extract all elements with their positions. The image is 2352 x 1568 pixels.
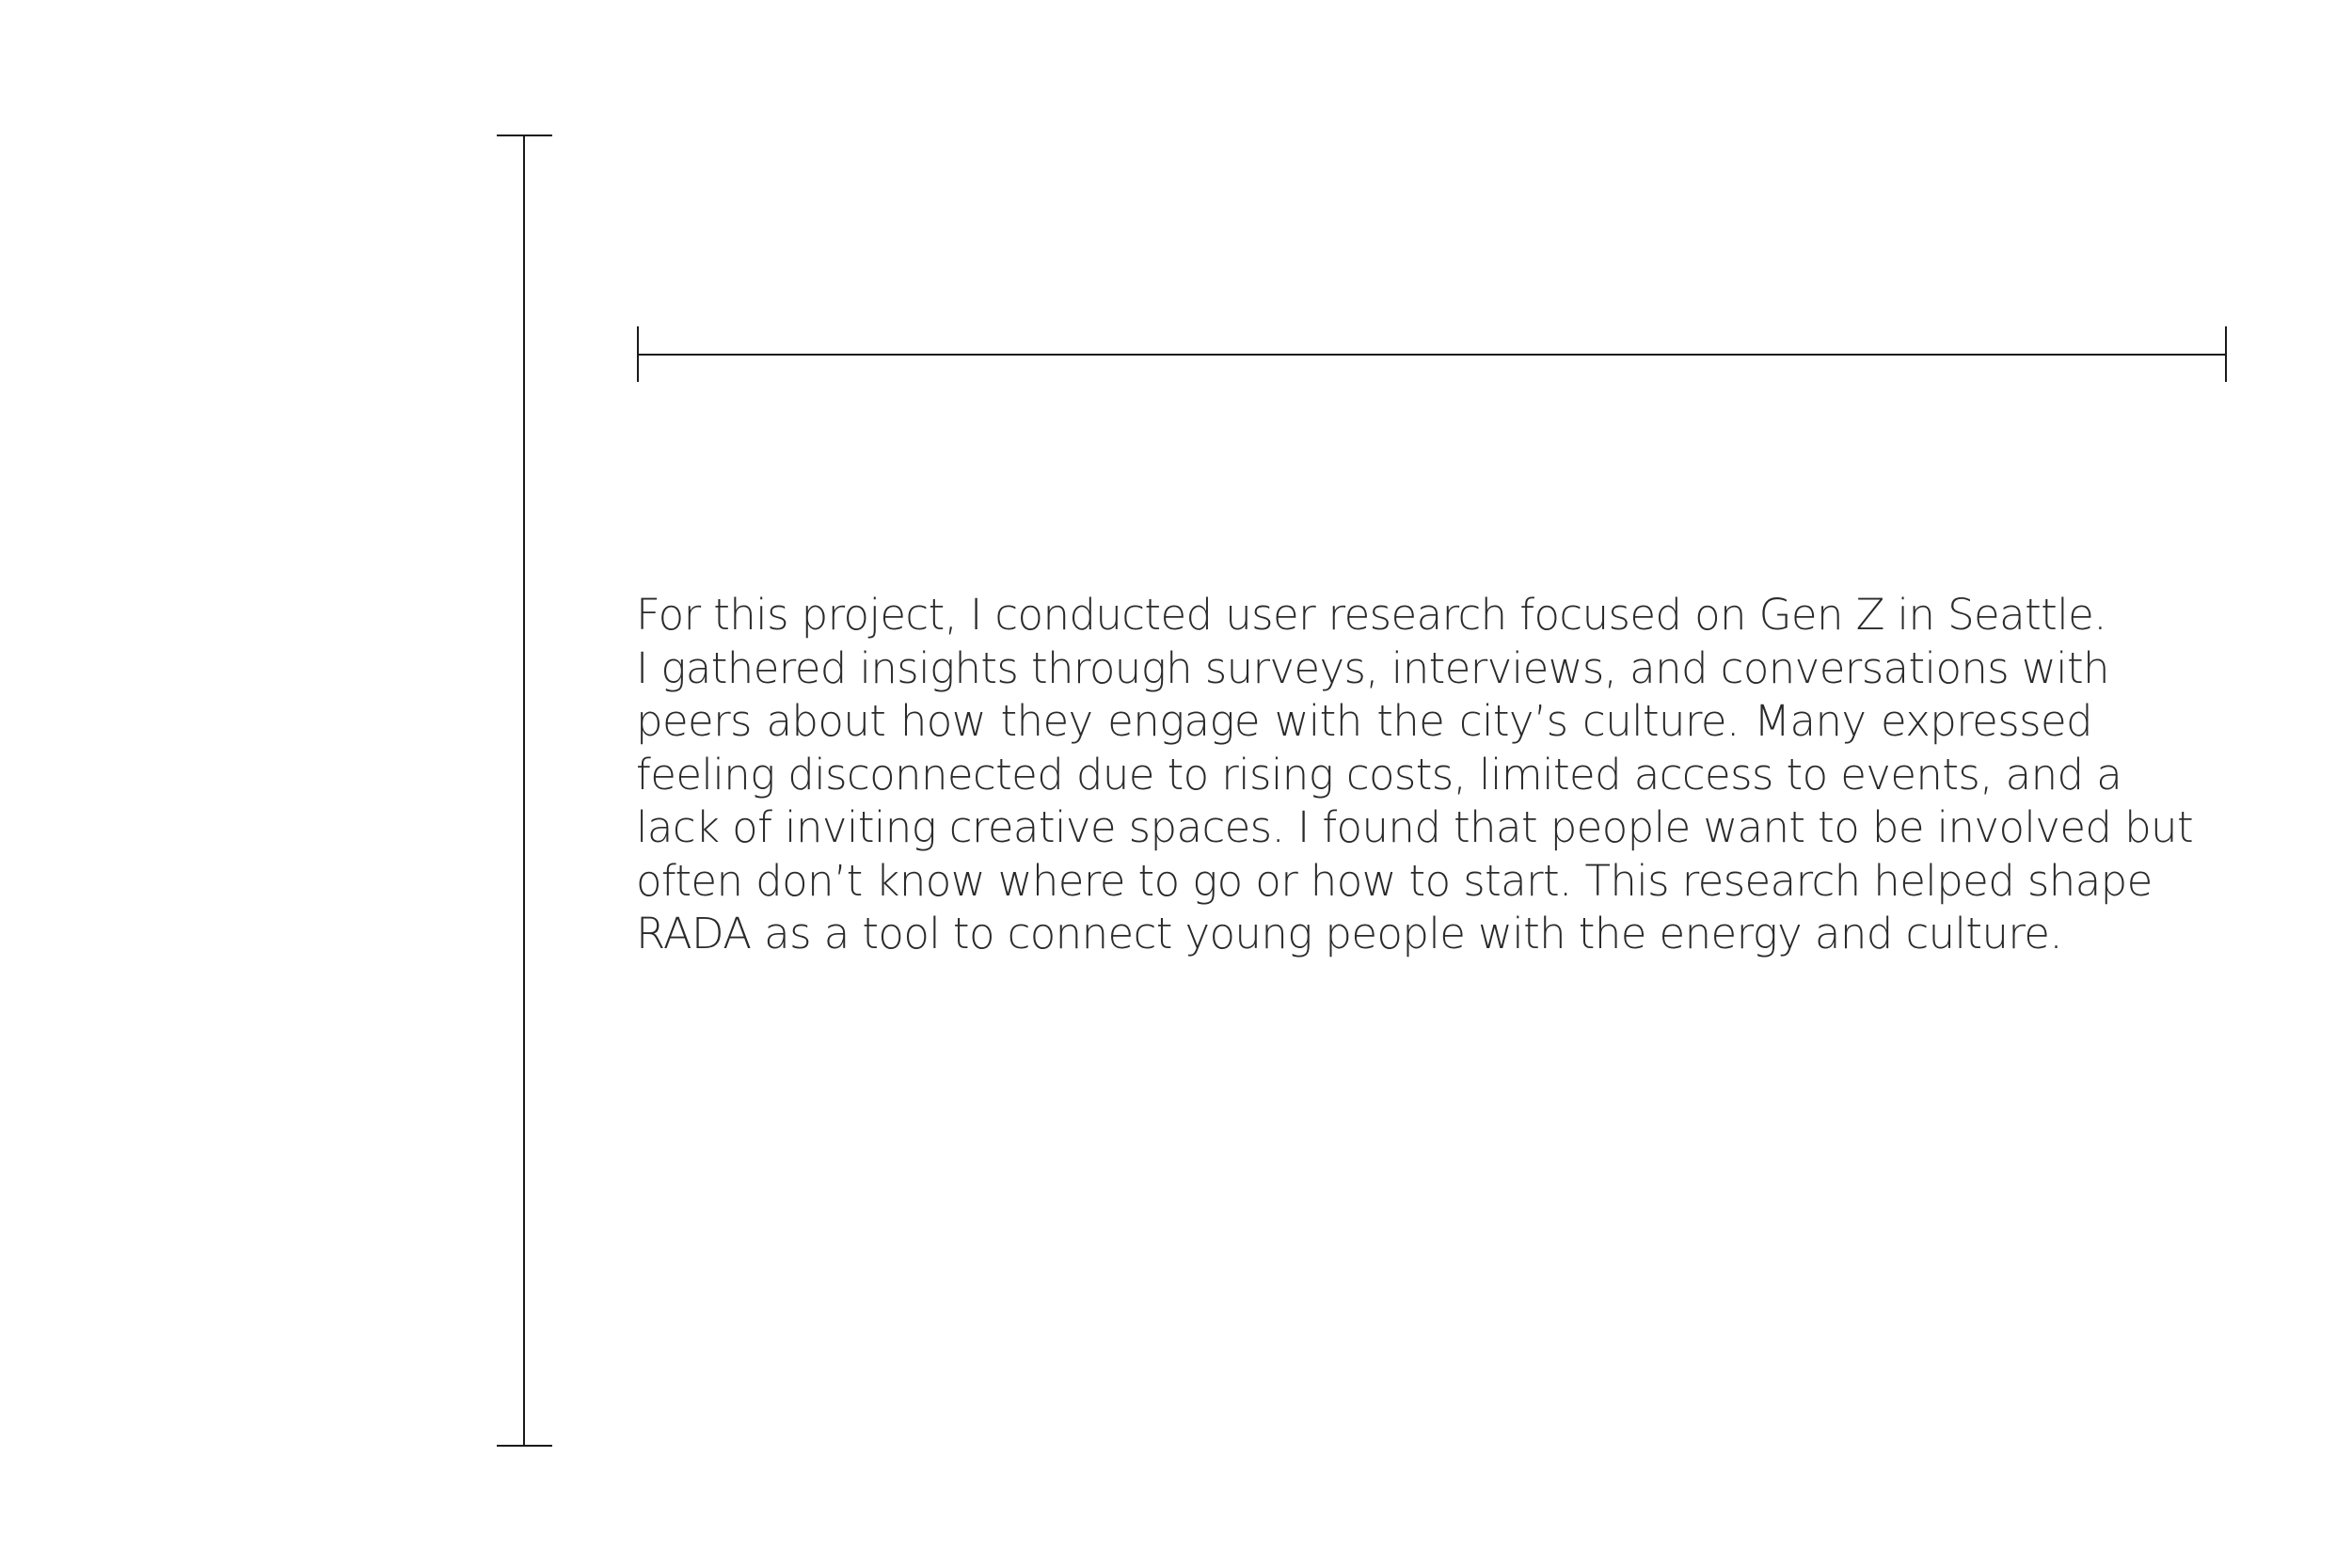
paragraph-line: feeling disconnected due to rising costs, limited access to events, and a bbox=[636, 749, 2122, 800]
research-paragraph bbox=[636, 589, 2194, 961]
paragraph-line: For this project, I conducted user research focused on Gen Z in Seattle. bbox=[636, 590, 2106, 640]
paragraph-line: peers about how they engage with the city’s culture. Many expressed bbox=[636, 696, 2092, 746]
vertical-dimension-rule bbox=[497, 135, 552, 1446]
paragraph-line: lack of inviting creative spaces. I found that people want to be involved but bbox=[636, 802, 2194, 852]
paragraph-line: RADA as a tool to connect young people with the energy and culture. bbox=[636, 909, 2063, 958]
paragraph-line: I gathered insights through surveys, interviews, and conversations with bbox=[636, 642, 2109, 693]
horizontal-dimension-rule bbox=[638, 326, 2226, 382]
paragraph-line: often don’t know where to go or how to start. This research helped shape bbox=[636, 855, 2153, 906]
